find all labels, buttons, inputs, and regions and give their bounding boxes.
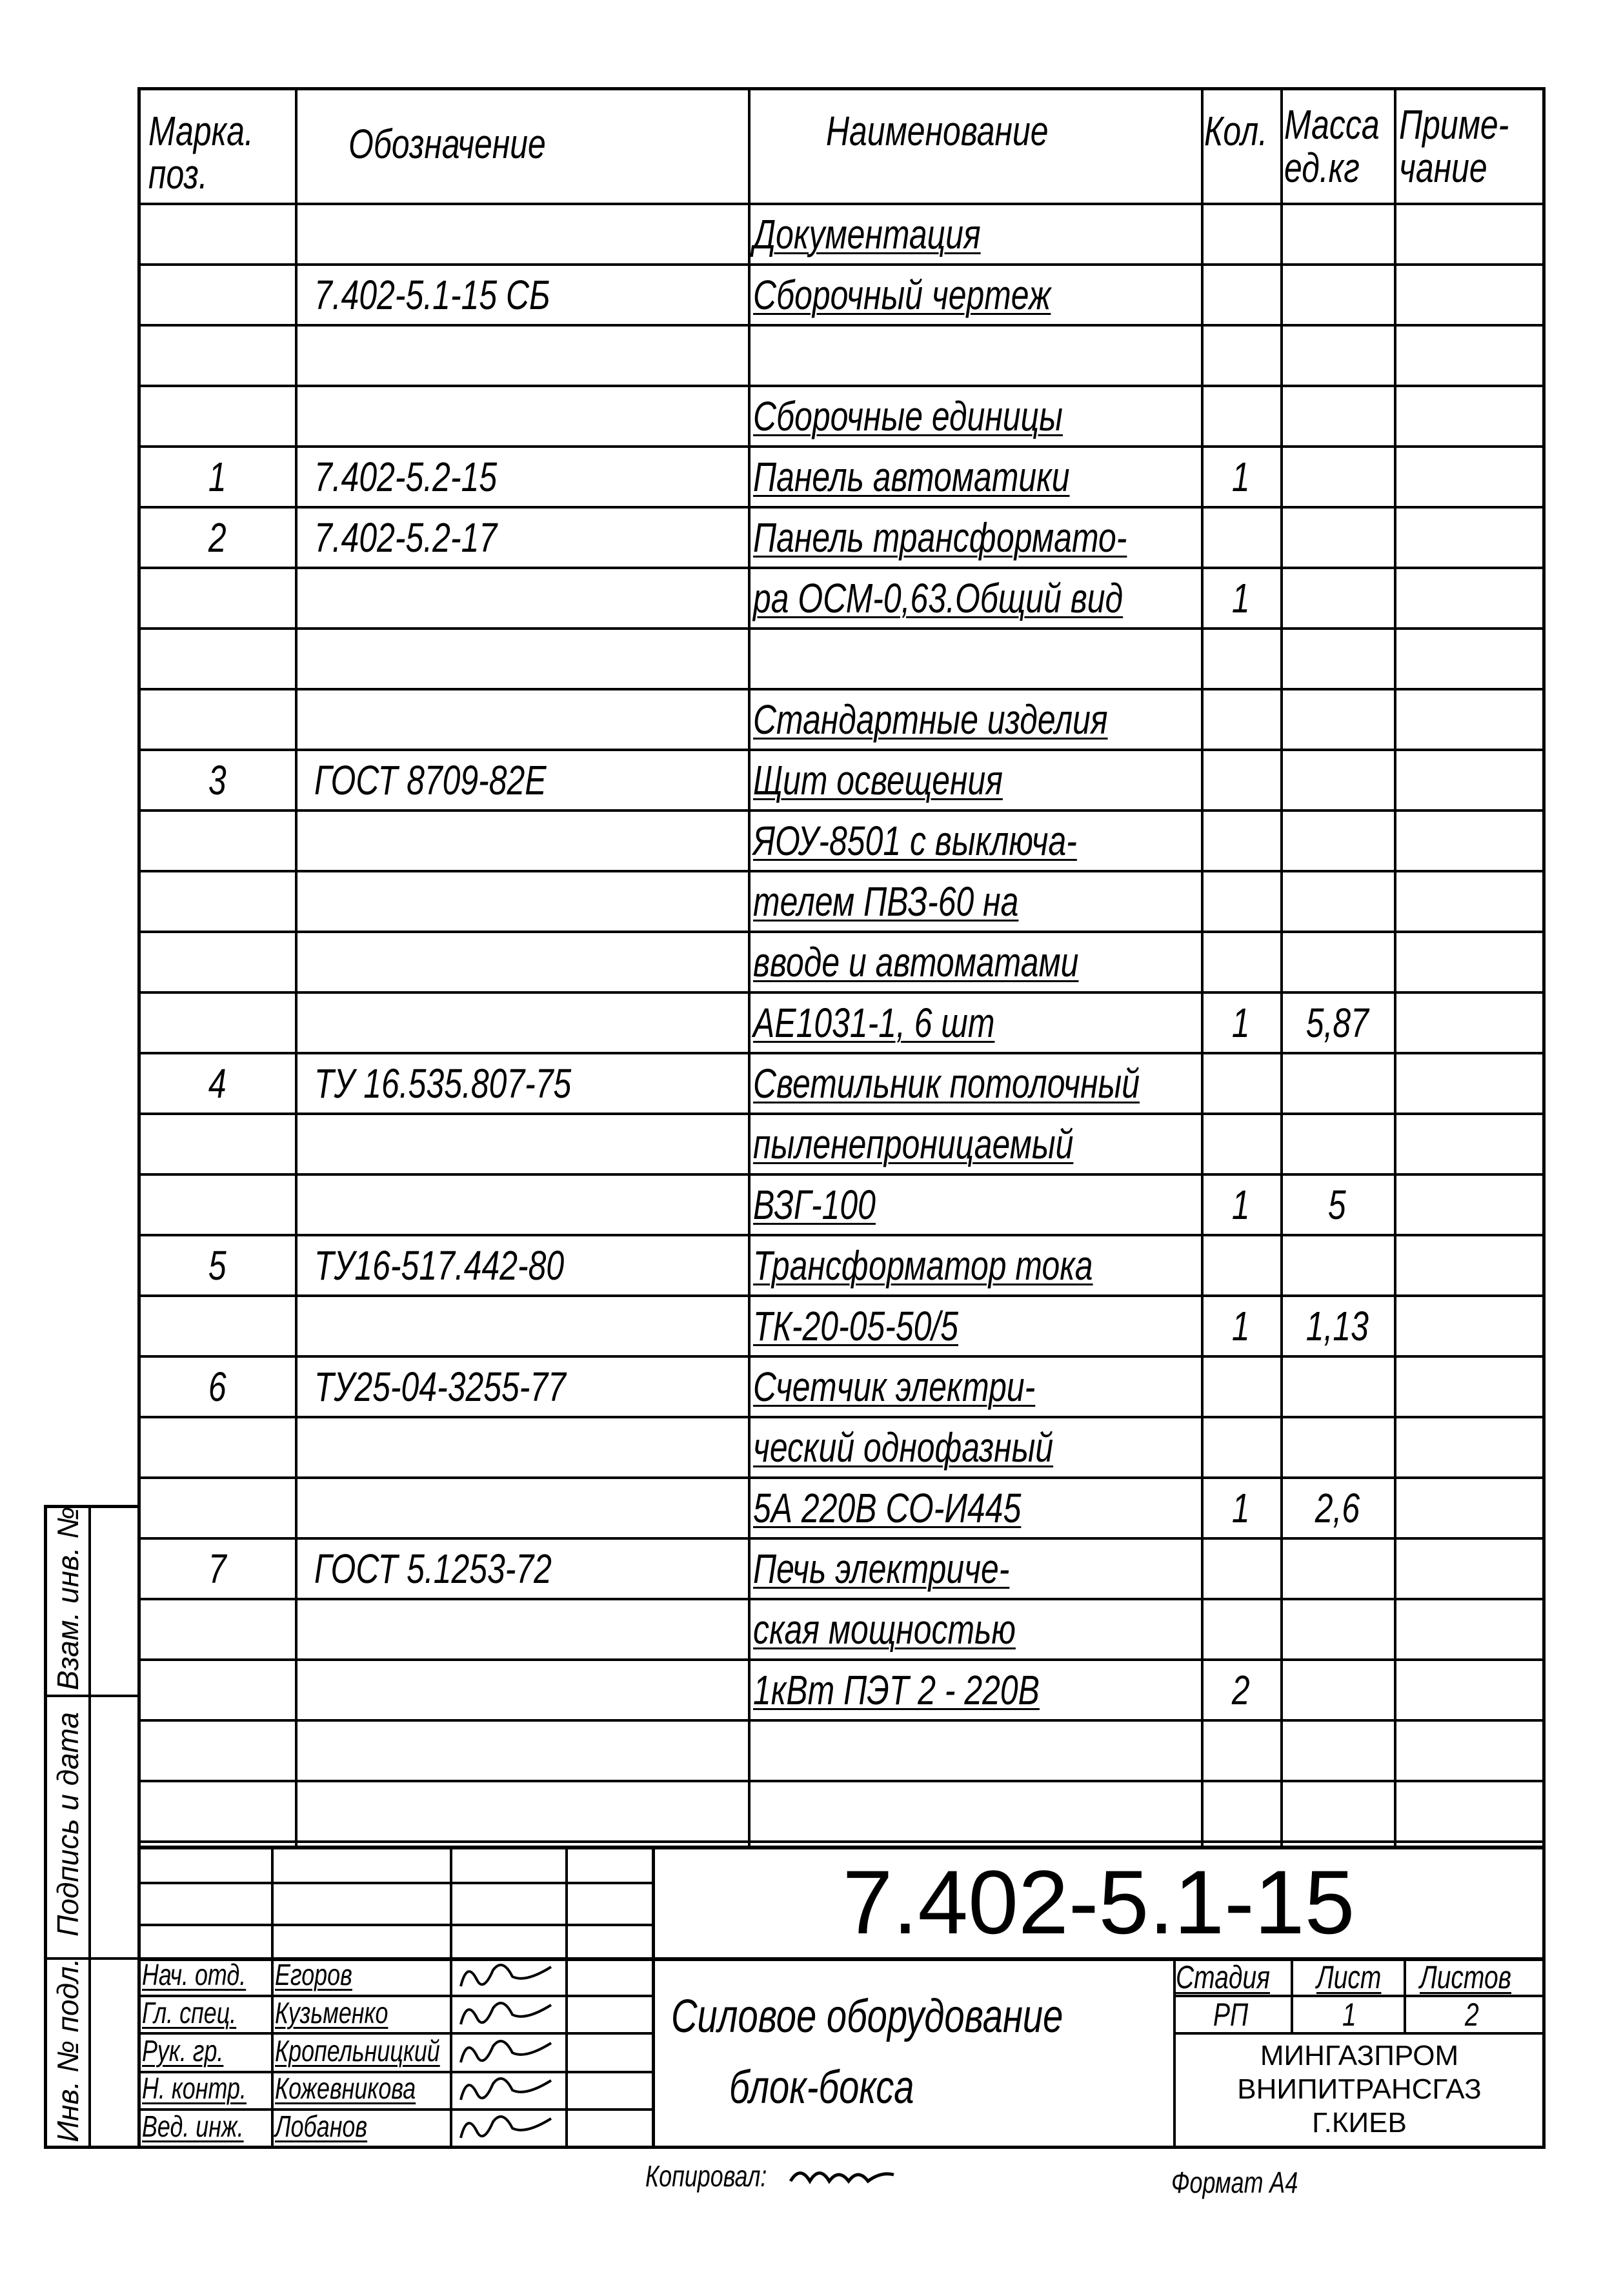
document-title: Силовое оборудование блок-бокса — [671, 1991, 1063, 2113]
cell-name — [748, 1658, 1201, 1719]
cell-name — [748, 263, 1201, 324]
cell-name — [748, 749, 1201, 809]
cell-qty — [1201, 263, 1280, 324]
cell-mass — [1280, 1113, 1394, 1173]
cell-pos — [140, 1658, 295, 1719]
cell-pos-text: 1 — [208, 454, 227, 500]
cell-designation — [295, 1658, 748, 1719]
cell-designation-text: ТУ 16.535.807-75 — [314, 1060, 572, 1107]
copied-by: Копировал: — [645, 2159, 801, 2193]
paper-format: Формат А4 — [1171, 2166, 1298, 2199]
cell-qty-text: 1 — [1231, 1303, 1250, 1349]
cell-name-text: пыленепроницаемый — [753, 1121, 1074, 1167]
stage-label: Стадия — [1176, 1959, 1270, 1995]
cell-pos-text: 3 — [208, 757, 227, 803]
cell-name-text: Печь электриче- — [753, 1546, 1010, 1592]
cell-name-text: ВЗГ-100 — [753, 1182, 876, 1228]
cell-mass — [1280, 870, 1394, 931]
cell-mass — [1280, 931, 1394, 991]
cell-pos — [140, 445, 295, 506]
header-qty: Кол. — [1204, 108, 1268, 154]
cell-name — [748, 1598, 1201, 1658]
cell-pos — [140, 1113, 295, 1173]
cell-mass — [1280, 1234, 1394, 1294]
cell-designation — [295, 1113, 748, 1173]
sheets-value: 2 — [1465, 1997, 1479, 2033]
cell-designation — [295, 1476, 748, 1537]
cell-designation — [295, 749, 748, 809]
cell-name — [748, 688, 1201, 749]
cell-designation-text: ТУ16-517.442-80 — [314, 1242, 565, 1289]
cell-name — [748, 1476, 1201, 1537]
cell-designation — [295, 1355, 748, 1416]
cell-pos — [140, 1537, 295, 1598]
cell-qty — [1201, 1052, 1280, 1113]
cell-name — [748, 385, 1201, 445]
cell-mass — [1280, 445, 1394, 506]
signer-name: Егоров — [275, 1958, 352, 1991]
cell-name — [748, 1719, 1201, 1780]
cell-designation — [295, 1416, 748, 1476]
cell-pos — [140, 506, 295, 567]
cell-qty — [1201, 1294, 1280, 1355]
cell-pos — [140, 385, 295, 445]
cell-name-text: 1кВт ПЭТ 2 - 220В — [753, 1667, 1040, 1713]
signature-mark — [454, 2033, 564, 2071]
cell-name — [748, 627, 1201, 688]
title-block-top — [137, 1846, 1546, 1849]
cell-name-text: вводе и автоматами — [753, 939, 1079, 985]
cell-mass-text: 1,13 — [1305, 1303, 1369, 1349]
cell-designation — [295, 627, 748, 688]
cell-name — [748, 1537, 1201, 1598]
signer-role: Гл. спец. — [142, 1995, 237, 2029]
cell-name — [748, 1294, 1201, 1355]
cell-qty — [1201, 506, 1280, 567]
cell-qty-text: 1 — [1231, 454, 1250, 500]
cell-pos — [140, 1476, 295, 1537]
cell-qty-text: 1 — [1231, 1182, 1250, 1228]
cell-pos — [140, 931, 295, 991]
cell-name-text: Сборочные единицы — [753, 393, 1063, 439]
cell-designation-text: 7.402-5.2-15 — [314, 454, 498, 500]
cell-name — [748, 1355, 1201, 1416]
cell-pos — [140, 688, 295, 749]
cell-qty — [1201, 1780, 1280, 1840]
cell-pos — [140, 1780, 295, 1840]
cell-mass — [1280, 203, 1394, 263]
cell-name — [748, 809, 1201, 870]
cell-name-text: Панель трансформато- — [753, 514, 1127, 561]
cell-designation — [295, 203, 748, 263]
cell-qty — [1201, 1476, 1280, 1537]
cell-mass — [1280, 688, 1394, 749]
cell-qty — [1201, 1416, 1280, 1476]
cell-mass — [1280, 506, 1394, 567]
signer-role: Н. контр. — [142, 2071, 247, 2106]
cell-designation-text: 7.402-5.2-17 — [314, 514, 498, 561]
cell-qty — [1201, 1658, 1280, 1719]
cell-mass — [1280, 1780, 1394, 1840]
cell-designation — [295, 688, 748, 749]
cell-pos — [140, 749, 295, 809]
cell-qty-text: 1 — [1231, 575, 1250, 621]
cell-designation — [295, 506, 748, 567]
cell-pos-text: 4 — [208, 1060, 227, 1107]
cell-mass — [1280, 324, 1394, 385]
cell-designation — [295, 324, 748, 385]
cell-qty — [1201, 1234, 1280, 1294]
cell-designation — [295, 1598, 748, 1658]
organization: МИНГАЗПРОМ ВНИПИТРАНСГАЗ Г.КИЕВ — [1237, 2040, 1482, 2139]
signature-mark — [454, 2071, 564, 2108]
cell-qty — [1201, 445, 1280, 506]
sheets-label: Листов — [1420, 1959, 1512, 1995]
cell-name-text: Стандартные изделия — [753, 696, 1108, 743]
signer-role: Вед. инж. — [142, 2110, 244, 2144]
title-grid-line — [137, 1924, 653, 1926]
cell-mass — [1280, 1416, 1394, 1476]
cell-mass-text: 2,6 — [1315, 1485, 1360, 1531]
cell-name-text: ческий однофазный — [753, 1424, 1054, 1471]
cell-pos — [140, 870, 295, 931]
cell-pos-text: 6 — [208, 1364, 227, 1410]
cell-pos — [140, 1052, 295, 1113]
cell-name-text: ЯОУ-8501 с выключа- — [753, 818, 1077, 864]
header-designation: Обозначение — [348, 121, 546, 167]
cell-designation-text: ТУ25-04-3255-77 — [314, 1364, 566, 1410]
signer-name: Кропельницкий — [275, 2033, 440, 2068]
cell-mass — [1280, 627, 1394, 688]
cell-pos — [140, 1719, 295, 1780]
cell-pos — [140, 809, 295, 870]
cell-qty — [1201, 1719, 1280, 1780]
sheet-value: 1 — [1342, 1997, 1356, 2033]
signer-name: Кожевникова — [275, 2071, 416, 2106]
cell-qty — [1201, 1537, 1280, 1598]
cell-name-text: Щит освещения — [753, 757, 1003, 803]
cell-pos-text: 5 — [208, 1242, 227, 1289]
cell-name-text: 5А 220В СО-И445 — [753, 1485, 1022, 1531]
cell-qty-text: 1 — [1231, 1485, 1250, 1531]
cell-name — [748, 445, 1201, 506]
cell-designation — [295, 445, 748, 506]
cell-pos — [140, 263, 295, 324]
cell-mass — [1280, 567, 1394, 627]
cell-designation — [295, 1294, 748, 1355]
cell-name — [748, 931, 1201, 991]
cell-name-text: Документация — [753, 211, 981, 257]
cell-mass — [1280, 1658, 1394, 1719]
cell-mass — [1280, 1355, 1394, 1416]
cell-name-text: ра ОСМ-0,63.Общий вид — [753, 575, 1123, 621]
cell-pos — [140, 1234, 295, 1294]
copier-signature — [787, 2159, 916, 2191]
cell-qty — [1201, 385, 1280, 445]
cell-mass — [1280, 385, 1394, 445]
cell-qty — [1201, 324, 1280, 385]
cell-name-text: телем ПВЗ-60 на — [753, 878, 1019, 925]
cell-qty — [1201, 1113, 1280, 1173]
cell-qty — [1201, 627, 1280, 688]
cell-mass — [1280, 1294, 1394, 1355]
margin-label-replacement: Взам. инв. № — [51, 1506, 85, 1691]
cell-qty-text: 2 — [1231, 1667, 1250, 1713]
cell-designation-text: ГОСТ 8709-82Е — [314, 757, 547, 803]
cell-designation — [295, 1234, 748, 1294]
signer-name: Кузьменко — [275, 1995, 388, 2029]
cell-pos — [140, 567, 295, 627]
cell-name-text: Счетчик электри- — [753, 1364, 1036, 1410]
cell-designation-text: 7.402-5.1-15 СБ — [314, 272, 550, 318]
cell-qty — [1201, 688, 1280, 749]
cell-mass — [1280, 1598, 1394, 1658]
sheet-label: Лист — [1316, 1959, 1382, 1995]
cell-name-text: Панель автоматики — [753, 454, 1070, 500]
cell-qty — [1201, 1173, 1280, 1234]
cell-name-text: АЕ1031-1, 6 шт — [753, 1000, 995, 1046]
cell-name — [748, 1234, 1201, 1294]
cell-name-text: ТК-20-05-50/5 — [753, 1303, 958, 1349]
stage-value: РП — [1213, 1997, 1249, 2033]
cell-designation — [295, 1537, 748, 1598]
cell-designation — [295, 385, 748, 445]
cell-qty — [1201, 809, 1280, 870]
cell-pos — [140, 324, 295, 385]
cell-designation — [295, 1719, 748, 1780]
cell-designation — [295, 1780, 748, 1840]
cell-name — [748, 567, 1201, 627]
cell-name-text: Сборочный чертеж — [753, 272, 1051, 318]
signer-role: Нач. отд. — [142, 1958, 247, 1991]
cell-designation — [295, 1173, 748, 1234]
cell-pos-text: 2 — [208, 514, 227, 561]
cell-pos — [140, 627, 295, 688]
cell-name — [748, 870, 1201, 931]
signature-mark — [454, 1995, 564, 2033]
cell-pos — [140, 1598, 295, 1658]
cell-name — [748, 506, 1201, 567]
title-grid-line — [565, 1846, 568, 2149]
cell-designation — [295, 567, 748, 627]
cell-qty — [1201, 749, 1280, 809]
cell-name — [748, 991, 1201, 1052]
cell-pos — [140, 1173, 295, 1234]
cell-designation — [295, 263, 748, 324]
cell-name — [748, 1780, 1201, 1840]
cell-name — [748, 1113, 1201, 1173]
margin-label-original-inv: Инв. № подл. — [51, 1958, 85, 2142]
cell-mass-text: 5,87 — [1305, 1000, 1369, 1046]
cell-qty — [1201, 567, 1280, 627]
cell-name — [748, 1416, 1201, 1476]
cell-qty — [1201, 870, 1280, 931]
cell-designation — [295, 809, 748, 870]
cell-name — [748, 324, 1201, 385]
document-number: 7.402-5.1-15 — [842, 1851, 1355, 1953]
cell-mass — [1280, 263, 1394, 324]
cell-qty — [1201, 931, 1280, 991]
cell-designation-text: ГОСТ 5.1253-72 — [314, 1546, 552, 1592]
cell-mass — [1280, 1719, 1394, 1780]
cell-name — [748, 1173, 1201, 1234]
cell-designation — [295, 991, 748, 1052]
cell-name-text: ская мощностью — [753, 1606, 1016, 1653]
signature-mark — [454, 2109, 564, 2146]
cell-mass — [1280, 1537, 1394, 1598]
cell-mass — [1280, 1173, 1394, 1234]
cell-pos — [140, 203, 295, 263]
table-row-divider — [137, 1840, 1546, 1843]
cell-qty — [1201, 203, 1280, 263]
header-mass: Масса ед.кг — [1284, 101, 1380, 192]
cell-mass — [1280, 809, 1394, 870]
cell-name-text: Светильник потолочный — [753, 1060, 1140, 1107]
header-name: Наименование — [826, 108, 1049, 154]
cell-pos — [140, 991, 295, 1052]
cell-qty — [1201, 1598, 1280, 1658]
header-note: Приме- чание — [1399, 101, 1509, 192]
signature-mark — [454, 1957, 564, 1995]
signer-name: Лобанов — [275, 2110, 368, 2144]
cell-designation — [295, 870, 748, 931]
signer-role: Рук. гр. — [142, 2033, 224, 2068]
cell-name — [748, 203, 1201, 263]
cell-mass — [1280, 749, 1394, 809]
cell-qty — [1201, 1355, 1280, 1416]
cell-mass — [1280, 1052, 1394, 1113]
cell-designation — [295, 931, 748, 991]
margin-divider — [88, 1505, 91, 2149]
cell-qty-text: 1 — [1231, 1000, 1250, 1046]
cell-name — [748, 1052, 1201, 1113]
cell-mass — [1280, 1476, 1394, 1537]
cell-pos — [140, 1294, 295, 1355]
title-grid-line — [137, 1882, 653, 1884]
column-divider — [1394, 87, 1396, 1847]
cell-designation — [295, 1052, 748, 1113]
cell-qty — [1201, 991, 1280, 1052]
header-pos: Марка. поз. — [148, 108, 254, 198]
cell-mass — [1280, 991, 1394, 1052]
cell-pos — [140, 1416, 295, 1476]
cell-pos-text: 7 — [208, 1546, 227, 1592]
cell-mass-text: 5 — [1328, 1182, 1346, 1228]
cell-name-text: Трансформатор тока — [753, 1242, 1093, 1289]
margin-label-signature-date: Подпись и дата — [51, 1712, 85, 1937]
cell-pos — [140, 1355, 295, 1416]
